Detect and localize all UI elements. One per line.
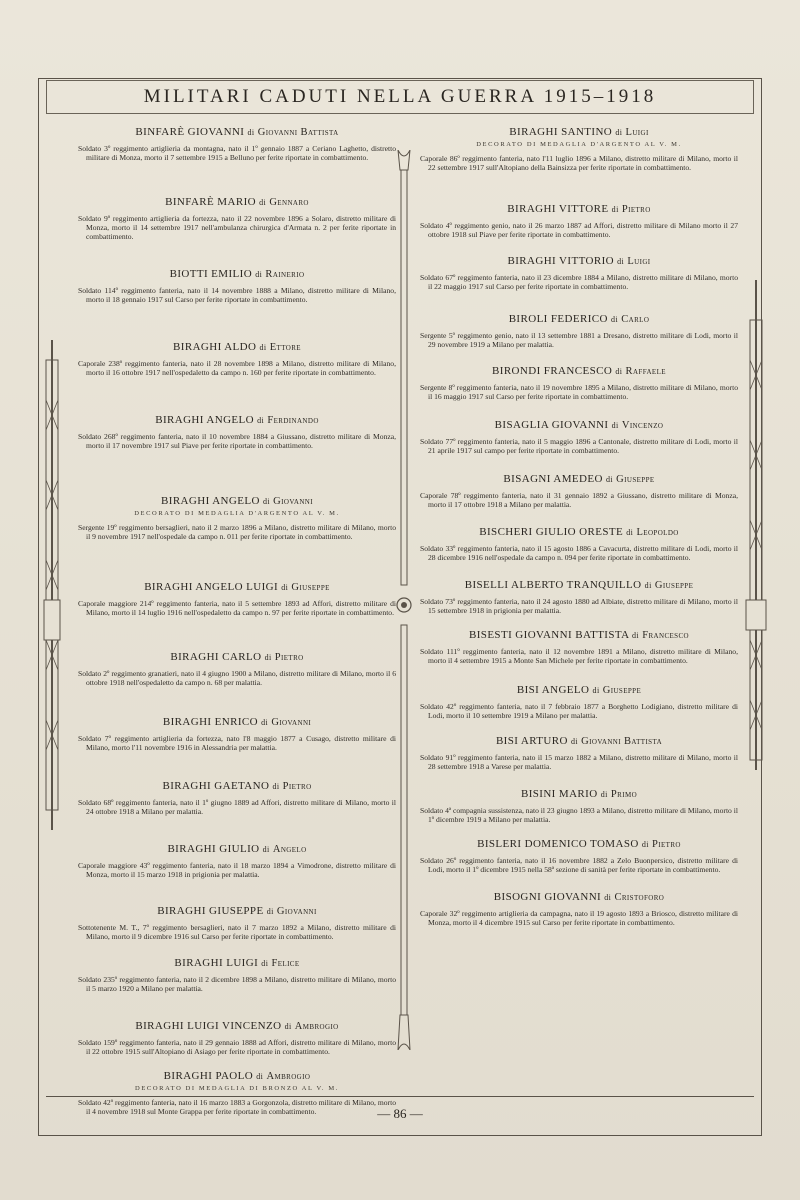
- entry-father: Carlo: [621, 314, 650, 325]
- entry: [420, 313, 738, 349]
- entry-father: Ambrogio: [294, 1021, 339, 1032]
- entry-description: Soldato 73º reggimento fanteria, nato il 24 agosto 1880 ad Albiate, distretto militare di Milano, morto il 15 settembre 1918 in prigionia per malattia.: [420, 597, 738, 616]
- entry-surname: BIOTTI EMILIO: [169, 268, 253, 280]
- entry-name: [78, 341, 396, 353]
- entry: [420, 684, 738, 720]
- entry-surname: BINFARÈ MARIO: [165, 196, 256, 208]
- entry: [420, 526, 738, 562]
- page-number: — 86 —: [377, 1106, 423, 1121]
- entry-di: di: [615, 128, 623, 137]
- entry: [78, 581, 396, 617]
- entry-di: di: [611, 205, 619, 214]
- entry-surname: BIRAGHI ANGELO: [161, 495, 260, 507]
- entry-di: di: [600, 790, 608, 799]
- entry-surname: BIRONDI FRANCESCO: [492, 365, 613, 377]
- entry-name: [78, 957, 396, 969]
- entry-di: di: [272, 782, 280, 791]
- entry-name: [420, 255, 738, 267]
- entry-di: di: [255, 270, 263, 279]
- entry: [420, 126, 738, 172]
- entry-surname: BIRAGHI ANGELO LUIGI: [144, 581, 279, 593]
- entry-di: di: [626, 528, 634, 537]
- entry-surname: BISAGNI AMEDEO: [503, 473, 603, 485]
- entry-name: [78, 196, 396, 208]
- entry-description: Soldato 67º reggimento fanteria, nato il 23 dicembre 1884 a Milano, distretto militare di Milano, morto il 22 maggio 1917 sul Carso per ferite riportate in combattimento.: [420, 273, 738, 292]
- entry-surname: BISELLI ALBERTO TRANQUILLO: [464, 579, 642, 591]
- entry: [420, 838, 738, 874]
- entry-description: Soldato 77º reggimento fanteria, nato il 5 maggio 1896 a Cantonale, distretto militare di Lodi, morto il 21 aprile 1917 sul campo per ferite riportate in combattimento.: [420, 437, 738, 456]
- entry-name: [420, 788, 738, 800]
- left-staff-ornament: [40, 340, 64, 830]
- entry-description: Soldato 2º reggimento granatieri, nato il 4 giugno 1900 a Milano, distretto militare di Milano, morto il 6 ottobre 1918 nell'ospedaletto da campo n. 68 per malattia.: [78, 669, 396, 688]
- entry-di: di: [632, 631, 640, 640]
- entry-father: Giovanni: [276, 906, 317, 917]
- entry-father: Raffaele: [625, 366, 666, 377]
- entry-name: [78, 1020, 396, 1032]
- entry: [420, 365, 738, 401]
- entry-di: di: [284, 1022, 292, 1031]
- entry: [78, 716, 396, 752]
- entry-surname: BISAGLIA GIOVANNI: [494, 419, 609, 431]
- entry: [420, 629, 738, 665]
- entry: [78, 957, 396, 993]
- entry-description: Soldato 3º reggimento artiglieria da montagna, nato il 1º gennaio 1887 a Ceriano Laghetto, distretto militare di Monza, morto il 7 settembre 1915 a Belluno per ferite riportate in combattimento.: [78, 144, 396, 163]
- entry-name: [78, 651, 396, 663]
- entry-description: Caporale 78º reggimento fanteria, nato il 31 gennaio 1892 a Giussano, distretto militare di Monza, morto il 17 ottobre 1918 a Milano per malattia.: [420, 491, 738, 510]
- entry-di: di: [617, 257, 625, 266]
- entry-description: Caporale maggiore 214º reggimento fanteria, nato il 5 settembre 1893 ad Affori, distretto militare di Milano, morto il 14 luglio 1916 nell'ospedaletto da campo n. 97 per ferite riportate in combattimento.: [78, 599, 396, 618]
- entry-description: Soldato 4º reggimento genio, nato il 26 marzo 1887 ad Affori, distretto militare di Milano morto il 27 ottobre 1918 sul Piave per ferite riportate in combattimento.: [420, 221, 738, 240]
- entry-di: di: [641, 840, 649, 849]
- entry-di: di: [264, 653, 272, 662]
- entry-name: [420, 735, 738, 747]
- entry-name: [420, 891, 738, 903]
- entry-di: di: [262, 845, 270, 854]
- entry-name: [420, 579, 738, 591]
- entry-description: Soldato 7º reggimento artiglieria da fortezza, nato l'8 maggio 1877 a Cusago, distretto militare di Milano, morto l'11 novembre 1916 in Alessandria per malattia.: [78, 734, 396, 753]
- entry-surname: BIRAGHI VITTORE: [507, 203, 609, 215]
- entry-father: Pietro: [621, 204, 651, 215]
- entry-di: di: [257, 416, 265, 425]
- entry: [420, 203, 738, 239]
- entry-decoration: DECORATO DI MEDAGLIA D'ARGENTO AL V. M.: [134, 510, 340, 517]
- entry-father: Gennaro: [269, 197, 309, 208]
- entry-surname: BIRAGHI VITTORIO: [507, 255, 614, 267]
- entry: [78, 780, 396, 816]
- entry-father: Luigi: [627, 256, 651, 267]
- entry-name: [78, 414, 396, 426]
- entry-surname: BISINI MARIO: [520, 788, 598, 800]
- entry-father: Primo: [610, 789, 638, 800]
- entry-name: [78, 495, 396, 507]
- entry-description: Soldato 42º reggimento fanteria, nato il 7 febbraio 1877 a Borghetto Lodigiano, distretto militare di Lodi, morto il 10 settembre 1919 a Milano per malattia.: [420, 702, 738, 721]
- entry-name: [420, 313, 738, 325]
- entry-father: Francesco: [642, 630, 689, 641]
- entry: [78, 268, 396, 304]
- entry-surname: BIRAGHI ANGELO: [155, 414, 254, 426]
- entry-name: [420, 126, 738, 138]
- page-number-container: [0, 1106, 800, 1122]
- entry-description: Caporale 86º reggimento fanteria, nato l'11 luglio 1896 a Milano, distretto militare di Milano, morto il 22 settembre 1917 sull'Altopiano della Bainsizza per ferite riportate in combattimento.: [420, 154, 738, 173]
- entry-father: Giuseppe: [616, 474, 655, 485]
- entry-description: Soldato 9º reggimento artiglieria da fortezza, nato il 22 novembre 1896 a Solaro, distretto militare di Monza, morto il 14 settembre 1917 nell'ambulanza chirurgica d'Armata n. 2 per ferite riportate in combattimento.: [78, 214, 396, 242]
- entry-father: Leopoldo: [636, 527, 679, 538]
- entry-name: [78, 905, 396, 917]
- entry-father: Felice: [271, 958, 300, 969]
- entry-di: di: [256, 1072, 264, 1081]
- entry-di: di: [281, 583, 289, 592]
- entry-father: Vincenzo: [621, 420, 664, 431]
- entry-father: Rainerio: [265, 269, 305, 280]
- entry-surname: BIRAGHI ALDO: [173, 341, 257, 353]
- entry: [78, 905, 396, 941]
- entry-surname: BISCHERI GIULIO ORESTE: [479, 526, 624, 538]
- entry-surname: BINFARÈ GIOVANNI: [135, 126, 245, 138]
- entry-father: Cristoforo: [614, 892, 665, 903]
- entry-name: [420, 684, 738, 696]
- entry-description: Soldato 4ª compagnia sussistenza, nato il 23 giugno 1893 a Milano, distretto militare di Milano, morto il 1º dicembre 1919 a Milano per malattia.: [420, 806, 738, 825]
- entry: [420, 788, 738, 824]
- entry-name: [420, 629, 738, 641]
- entry-di: di: [611, 315, 619, 324]
- entry: [420, 473, 738, 509]
- entry-father: Luigi: [625, 127, 649, 138]
- entry-description: Sergente 5º reggimento genio, nato il 13 settembre 1881 a Dresano, distretto militare di Lodi, morto il 29 novembre 1919 a Milano per malattia.: [420, 331, 738, 350]
- entry-di: di: [259, 343, 267, 352]
- entry-surname: BISESTI GIOVANNI BATTISTA: [469, 629, 629, 641]
- entry-description: Soldato 268º reggimento fanteria, nato il 10 novembre 1884 a Giussano, distretto militare di Monza, morto il 17 novembre 1917 sul Piave per ferite riportate in combattimento.: [78, 432, 396, 451]
- entry-surname: BIRAGHI GAETANO: [162, 780, 270, 792]
- entry-name: [78, 716, 396, 728]
- entry-surname: BIRAGHI LUIGI: [174, 957, 259, 969]
- entry-surname: BIRAGHI GIUSEPPE: [157, 905, 264, 917]
- entry-surname: BISI ANGELO: [516, 684, 590, 696]
- entry-di: di: [611, 421, 619, 430]
- right-staff-ornament: [744, 280, 768, 770]
- entry-surname: BISI ARTURO: [495, 735, 568, 747]
- entry-father: Giovanni Battista: [257, 127, 339, 138]
- entry-di: di: [261, 718, 269, 727]
- entry-father: Ettore: [269, 342, 301, 353]
- entry-father: Pietro: [282, 781, 312, 792]
- entry-description: Soldato 159º reggimento fanteria, nato il 29 gennaio 1888 ad Affori, distretto militare di Milano, morto il 22 ottobre 1915 sull'Altopiano di Asiago per ferite riportate in combattimento.: [78, 1038, 396, 1057]
- entry-di: di: [262, 497, 270, 506]
- entry-name: [420, 473, 738, 485]
- entry: [420, 891, 738, 927]
- entry-surname: BIRAGHI CARLO: [170, 651, 262, 663]
- entry-father: Pietro: [274, 652, 304, 663]
- entry: [78, 651, 396, 687]
- entry: [78, 196, 396, 242]
- entry-surname: BISLERI DOMENICO TOMASO: [477, 838, 639, 850]
- entry-description: Soldato 26º reggimento fanteria, nato il 16 novembre 1882 a Zelo Buonpersico, distretto militare di Lodi, morto il 1º dicembre 1915 nella 58ª sezione di sanità per ferite riportate in combattimento.: [420, 856, 738, 875]
- entry-surname: BISOGNI GIOVANNI: [493, 891, 602, 903]
- entry-name: [78, 581, 396, 593]
- entry-description: Soldato 33º reggimento fanteria, nato il 15 agosto 1886 a Cavacurta, distretto militare di Lodi, morto il 28 dicembre 1916 nell'ospedale da campo n. 094 per ferite riportate in combattimento.: [420, 544, 738, 563]
- entry-father: Ferdinando: [267, 415, 319, 426]
- entry: [420, 735, 738, 771]
- entry-name: [420, 526, 738, 538]
- entry-name: [420, 419, 738, 431]
- entry-name: [78, 1070, 396, 1082]
- entry-father: Angelo: [272, 844, 307, 855]
- entry-father: Giovanni Battista: [581, 736, 663, 747]
- entry-description: Sergente 8º reggimento fanteria, nato il 19 novembre 1895 a Milano, distretto militare di Milano, morto il 16 maggio 1917 sul Carso per ferite riportate in combattimento.: [420, 383, 738, 402]
- entry-di: di: [604, 893, 612, 902]
- entry-name: [78, 843, 396, 855]
- entry-decoration: DECORATO DI MEDAGLIA D'ARGENTO AL V. M.: [476, 141, 682, 148]
- entry-father: Giuseppe: [654, 580, 694, 591]
- entry-surname: BIRAGHI PAOLO: [163, 1070, 254, 1082]
- entry-description: Soldato 91º reggimento fanteria, nato il 15 marzo 1882 a Milano, distretto militare di Milano, morto il 28 settembre 1918 a Varese per malattia.: [420, 753, 738, 772]
- entry-description: Caporale 32º reggimento artiglieria da campagna, nato il 19 agosto 1893 a Briosco, distretto militare di Monza, morto il 4 dicembre 1915 sul Carso per ferite riportate in combattimento.: [420, 909, 738, 928]
- entry-surname: BIROLI FEDERICO: [508, 313, 608, 325]
- entry: [78, 843, 396, 879]
- entry-surname: BIRAGHI GIULIO: [167, 843, 260, 855]
- center-torch-divider: [394, 150, 414, 1050]
- entry: [420, 419, 738, 455]
- entry-di: di: [605, 475, 614, 484]
- entry: [420, 579, 738, 615]
- entry-name: [420, 365, 738, 377]
- entry-di: di: [247, 128, 255, 137]
- entry-description: Sottotenente M. T., 7º reggimento bersaglieri, nato il 7 marzo 1892 a Milano, distretto militare di Milano, morto il 9 dicembre 1916 sul Carso per ferite riportate in combattimento.: [78, 923, 396, 942]
- entry-father: Giuseppe: [291, 582, 330, 593]
- entry: [78, 341, 396, 377]
- entry-di: di: [592, 686, 600, 695]
- entry-description: Soldato 111º reggimento fanteria, nato il 12 novembre 1891 a Milano, distretto militare di Milano, morto il 4 settembre 1915 a Monte San Michele per ferite riportate in combattimento.: [420, 647, 738, 666]
- entry-description: Soldato 114º reggimento fanteria, nato il 14 novembre 1888 a Milano, distretto militare di Milano, morto il 18 gennaio 1917 sul Carso per ferite riportate in combattimento.: [78, 286, 396, 305]
- entry-description: Soldato 42º reggimento fanteria, nato il 16 marzo 1883 a Gorgonzola, distretto militare di Milano, morto il 4 novembre 1918 sul Monte Grappa per ferite riportate in combattimento.: [78, 1098, 396, 1117]
- entry-di: di: [615, 367, 623, 376]
- page-title: MILITARI CADUTI NELLA GUERRA 1915–1918: [143, 86, 657, 107]
- entry-di: di: [261, 959, 269, 968]
- entry-name: [78, 126, 396, 138]
- entry: [78, 126, 396, 162]
- entry-di: di: [266, 907, 274, 916]
- entry: [78, 1020, 396, 1056]
- entry: [420, 255, 738, 291]
- entry-description: Soldato 68º reggimento fanteria, nato il 1º giugno 1889 ad Affori, distretto militare di Milano, morto il 24 ottobre 1918 a Milano per malattia.: [78, 798, 396, 817]
- entry-name: [78, 268, 396, 280]
- entry-decoration: DECORATO DI MEDAGLIA DI BRONZO AL V. M.: [135, 1085, 339, 1092]
- entry-name: [420, 838, 738, 850]
- page-header: [46, 80, 754, 114]
- entry-di: di: [644, 581, 652, 590]
- entry-father: Pietro: [652, 839, 681, 850]
- entry-description: Sergente 19º reggimento bersaglieri, nato il 2 marzo 1896 a Milano, distretto militare di Milano, morto il 9 novembre 1917 nell'ospedale da campo n. 011 per ferite riportate in combattimento.: [78, 523, 396, 542]
- entry-description: Caporale maggiore 43º reggimento fanteria, nato il 18 marzo 1894 a Vimodrone, distretto militare di Monza, morto il 15 marzo 1918 in prigionia per malattia.: [78, 861, 396, 880]
- entry-father: Giovanni: [273, 496, 313, 507]
- entry-description: Soldato 235º reggimento fanteria, nato il 2 dicembre 1898 a Milano, distretto militare di Milano, morto il 5 marzo 1920 a Milano per malattia.: [78, 975, 396, 994]
- entry-surname: BIRAGHI LUIGI VINCENZO: [135, 1020, 282, 1032]
- entry-father: Giuseppe: [602, 685, 642, 696]
- entry-surname: BIRAGHI SANTINO: [509, 126, 613, 138]
- entry-surname: BIRAGHI ENRICO: [162, 716, 258, 728]
- entry: [78, 495, 396, 541]
- entry-di: di: [570, 737, 579, 746]
- entry-description: Caporale 238º reggimento fanteria, nato il 28 novembre 1898 a Milano, distretto militare di Milano, morto il 16 ottobre 1917 nell'ospedaletto da campo n. 160 per ferite riportate in combattimento.: [78, 359, 396, 378]
- entry-father: Ambrogio: [266, 1071, 311, 1082]
- bottom-rule: [46, 1096, 754, 1097]
- entry-di: di: [259, 198, 267, 207]
- entry-name: [78, 780, 396, 792]
- entry: [78, 414, 396, 450]
- entry-father: Giovanni: [271, 717, 312, 728]
- entry-name: [420, 203, 738, 215]
